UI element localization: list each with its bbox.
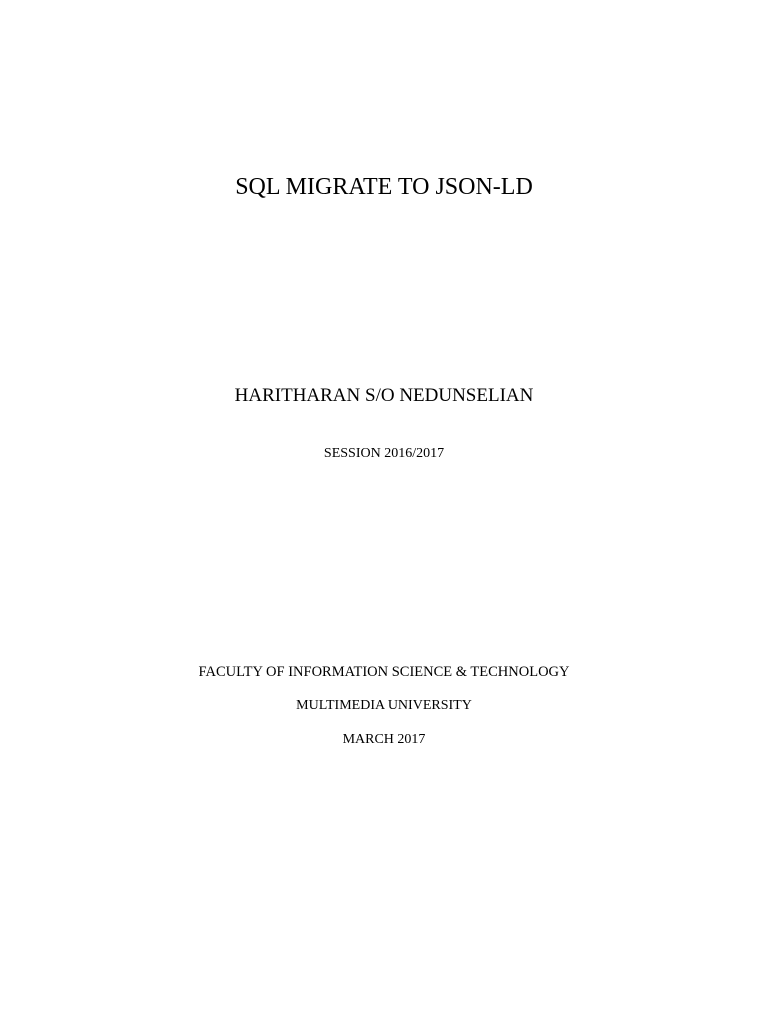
document-title: SQL MIGRATE TO JSON-LD	[235, 174, 533, 200]
submission-date: MARCH 2017	[342, 732, 426, 747]
session-label: SESSION 2016/2017	[323, 446, 445, 461]
faculty-name: FACULTY OF INFORMATION SCIENCE & TECHNOLOGY	[198, 664, 570, 680]
author-name: HARITHARAN S/O NEDUNSELIAN	[234, 385, 534, 406]
university-name: MULTIMEDIA UNIVERSITY	[296, 698, 472, 713]
